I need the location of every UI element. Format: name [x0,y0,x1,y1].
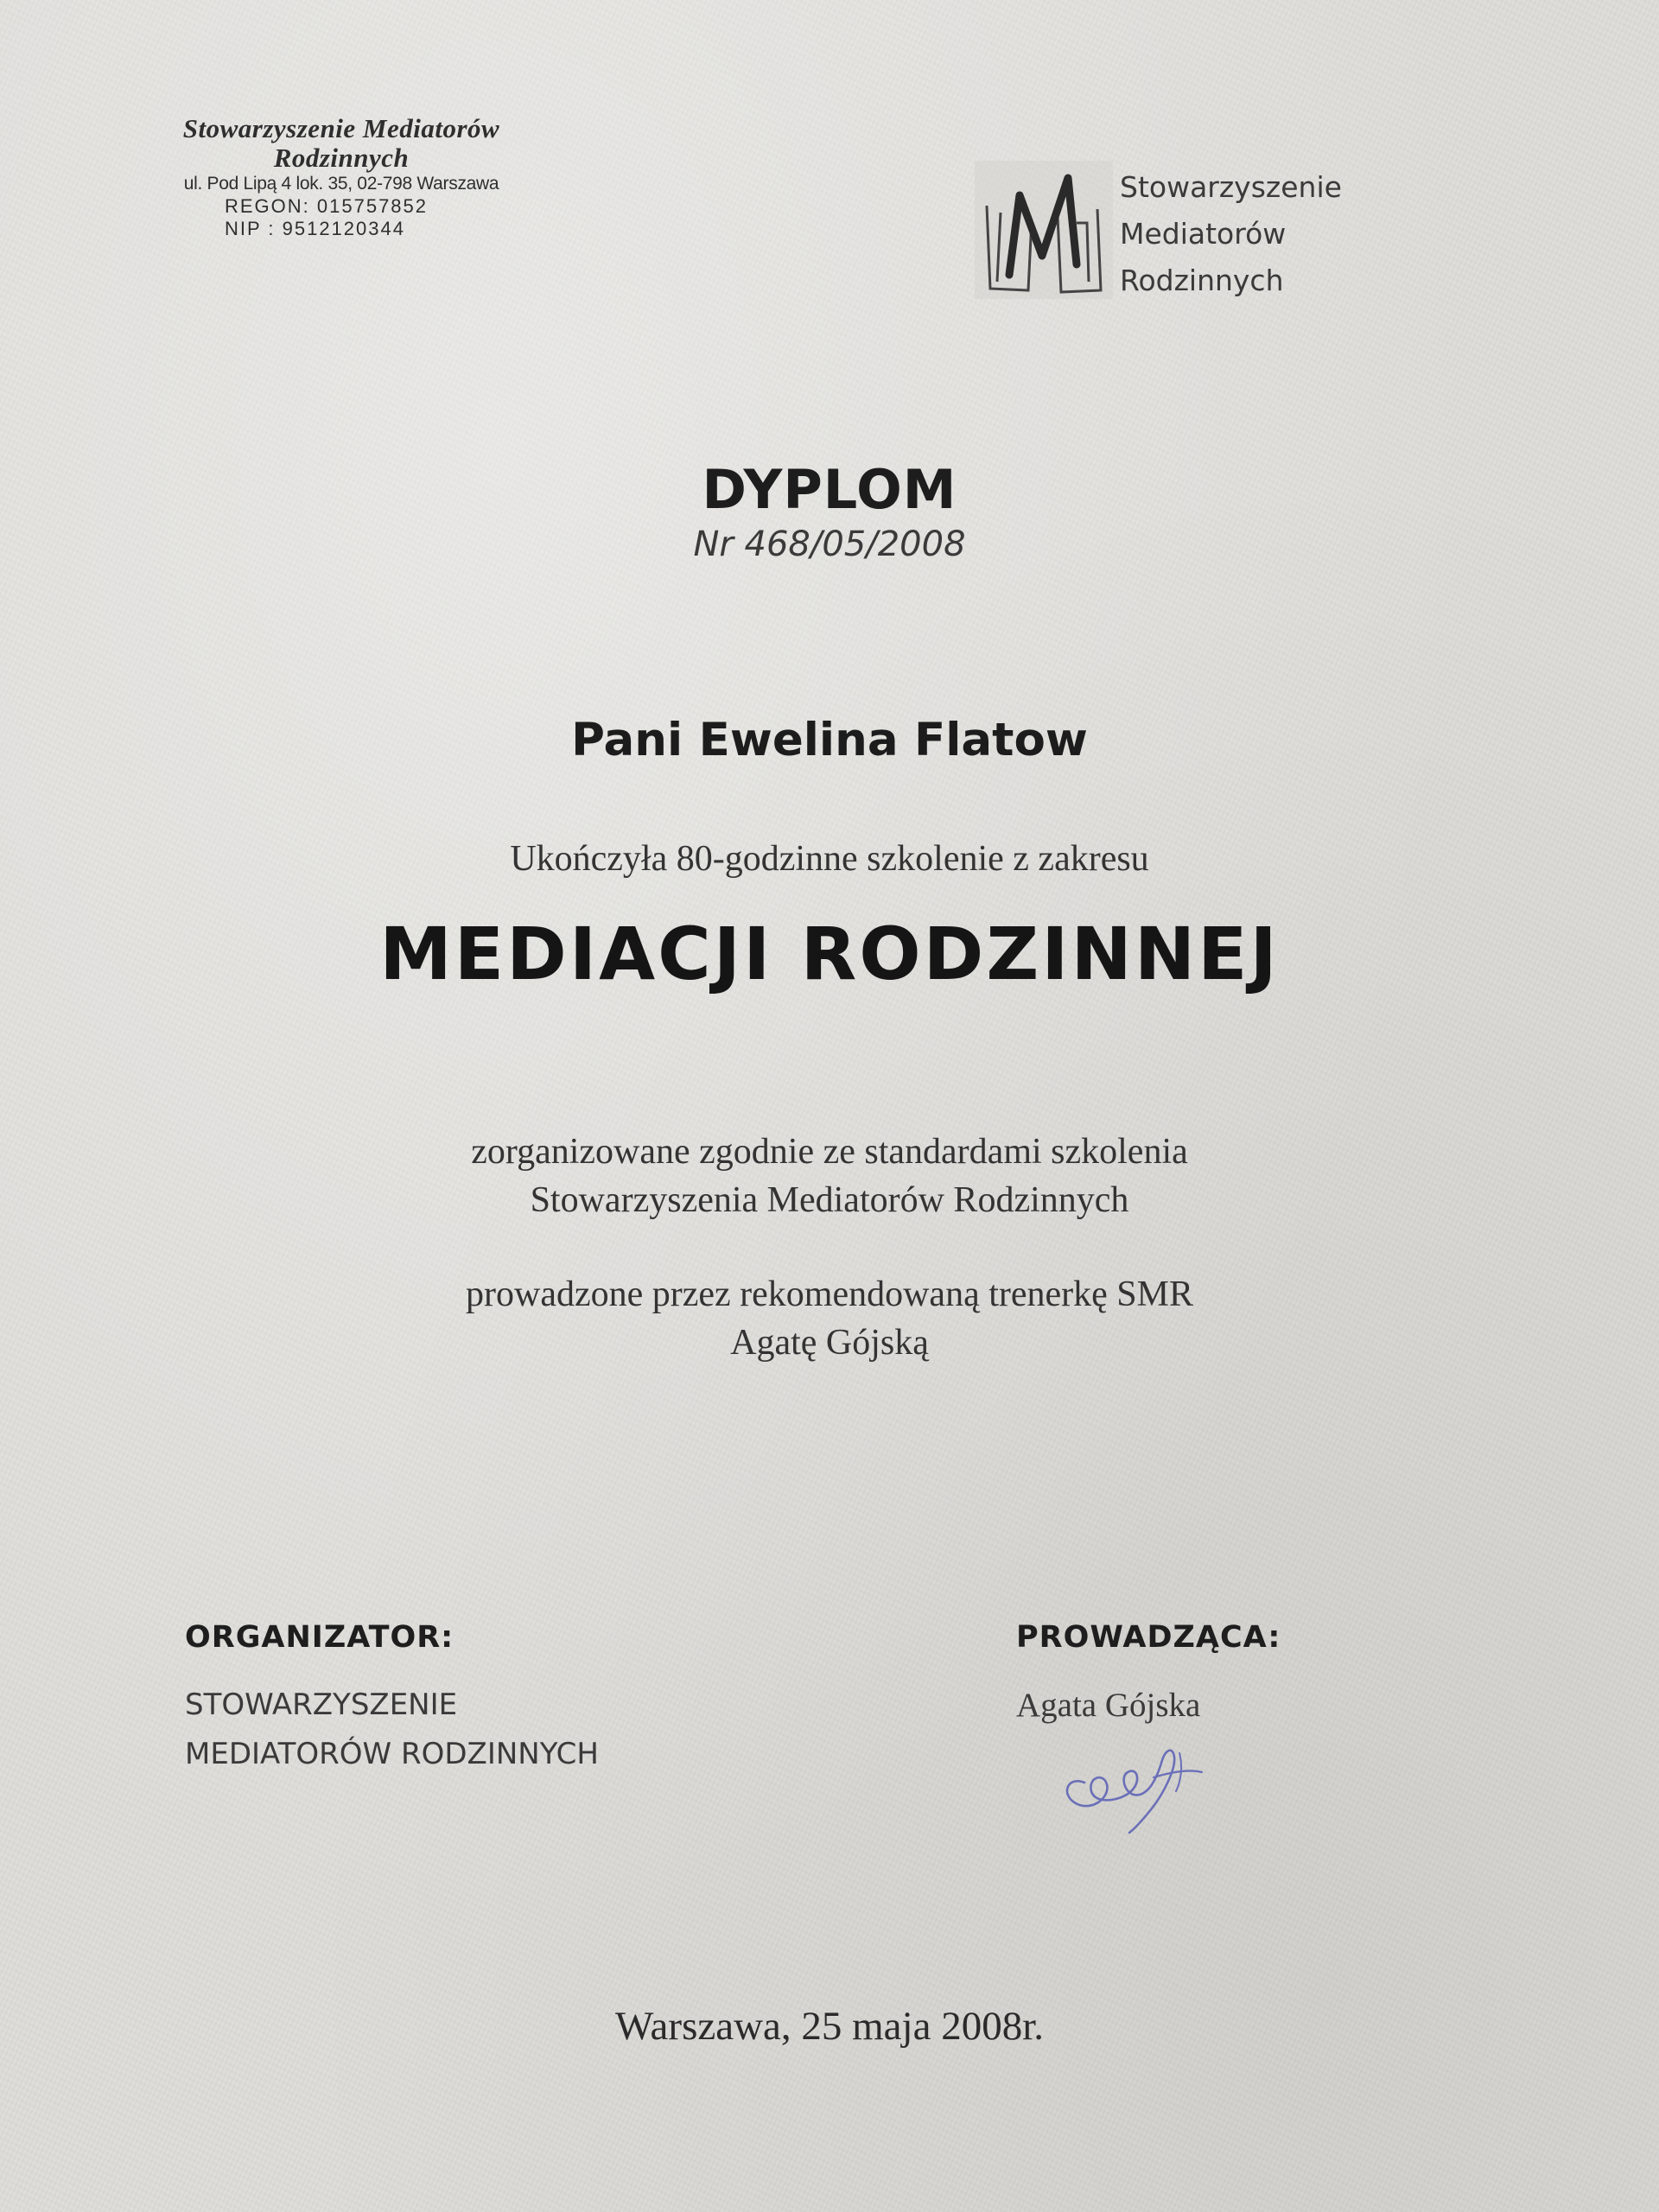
trainer-line2: Agatę Gójską [730,1323,929,1363]
trainer-statement [0,1270,1659,1367]
diploma-number: Nr 468/05/2008 [693,524,966,564]
organizer-name-line2: MEDIATORÓW RODZINNYCH [185,1737,599,1771]
logo-text [1120,164,1342,304]
training-subject: MEDIACJI RODZINNEJ [379,912,1280,996]
standards-statement [0,1128,1659,1224]
logo-text-line1: Stowarzyszenie [1120,170,1342,204]
standards-line1: zorganizowane zgodnie ze standardami szkolenia [471,1132,1188,1172]
diploma-title: DYPLOM [702,458,957,521]
stamp-nip: NIP : 9512120344 [225,218,405,239]
leader-heading: PROWADZĄCA: [1016,1620,1281,1655]
organizer-name-line1: STOWARZYSZENIE [185,1688,458,1722]
organization-logo [968,156,1382,302]
organizer-block [185,1620,599,1779]
completion-statement: Ukończyła 80-godzinne szkolenie z zakresu [510,839,1149,879]
trainer-line1: prowadzone przez rekomendowaną trenerkę SMR [466,1274,1193,1314]
logo-text-line2: Mediatorów [1120,217,1287,251]
leader-block [1016,1620,1281,1730]
recipient-name: Pani Ewelina Flatow [571,714,1088,766]
logo-text-line3: Rodzinnych [1120,264,1284,297]
stamp-org-name-line1: Stowarzyszenie Mediatorów [182,113,500,143]
standards-line2: Stowarzyszenia Mediatorów Rodzinnych [530,1180,1129,1220]
organizer-name [185,1681,599,1779]
organizer-heading: ORGANIZATOR: [185,1620,454,1655]
handwritten-signature [1050,1715,1240,1836]
place-and-date: Warszawa, 25 maja 2008r. [614,2004,1045,2049]
stamp-org-name-line2: Rodzinnych [273,143,410,173]
organization-stamp [138,114,544,240]
leader-name: Agata Gójska [1016,1687,1201,1724]
smr-logo-icon [975,161,1113,299]
stamp-regon: REGON: 015757852 [225,195,429,217]
stamp-address: ul. Pod Lipą 4 lok. 35, 02-798 Warszawa [183,174,499,194]
